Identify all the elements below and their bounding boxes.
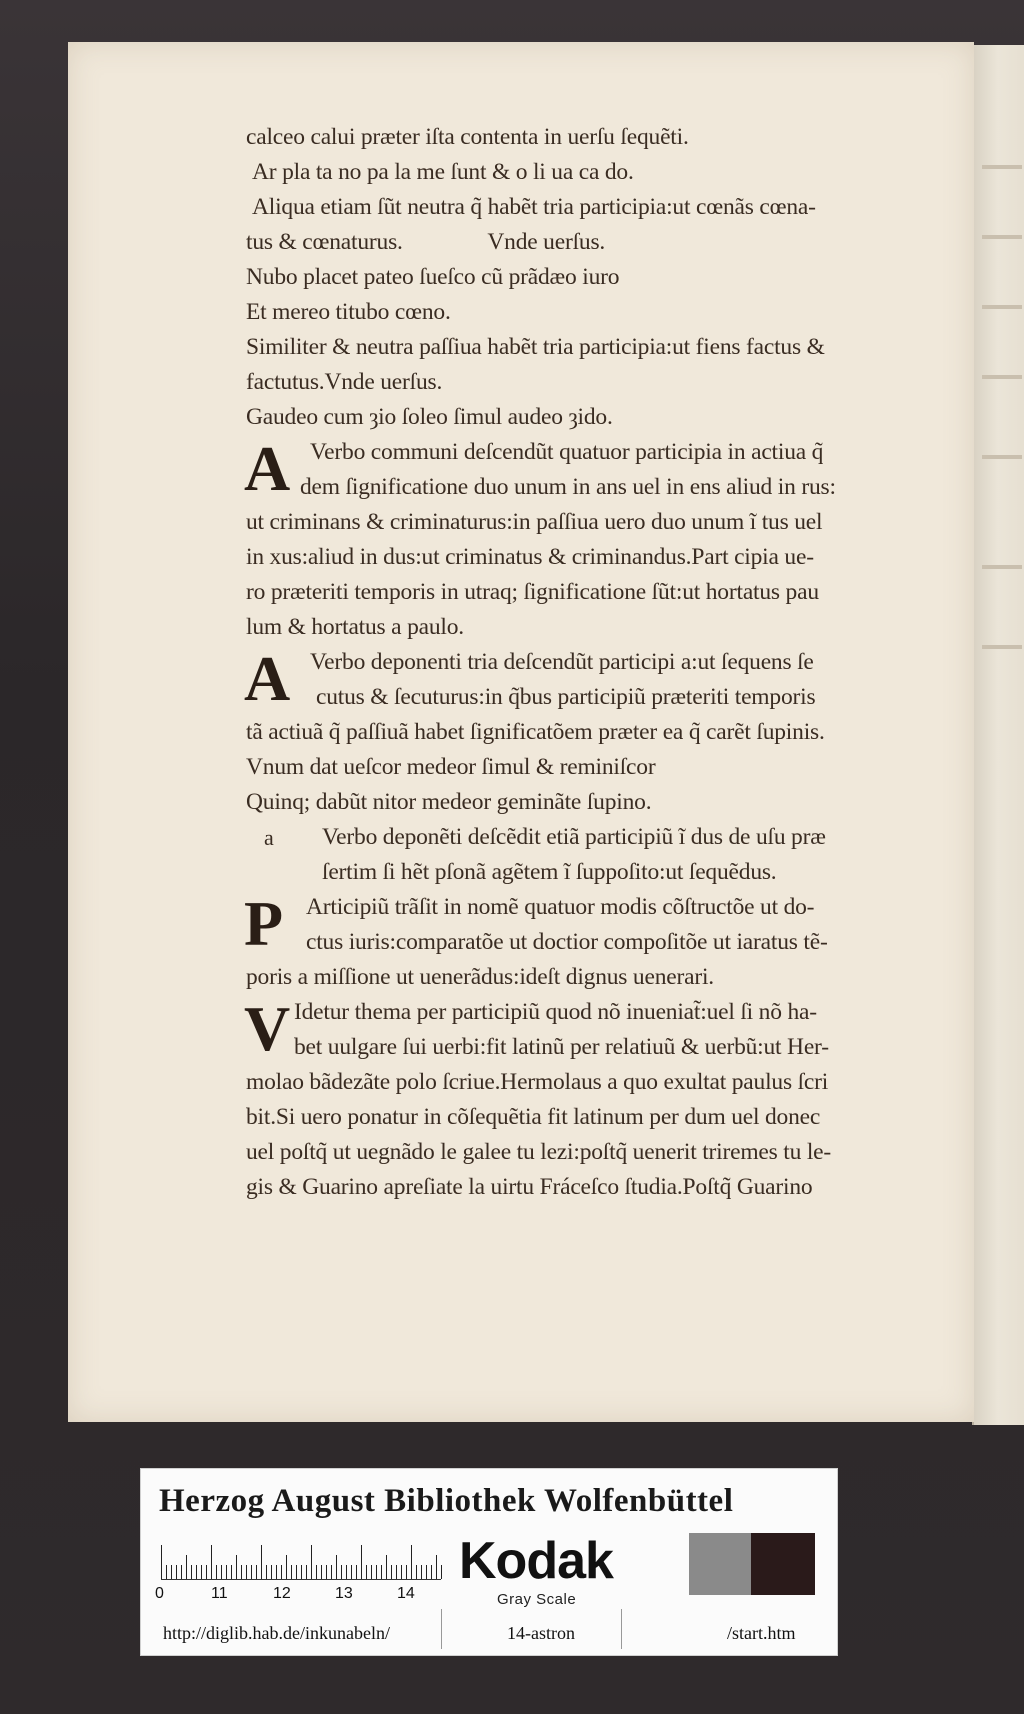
ruler-labels	[155, 1585, 445, 1607]
opening-verse-block	[246, 120, 936, 435]
ruler-tick	[416, 1565, 417, 1579]
manuscript-page	[68, 42, 974, 1422]
ruler-tick	[181, 1565, 182, 1579]
ruler-label: 14	[397, 1585, 415, 1602]
text-line: in xus:aliud in dus:ut criminatus & criminandus.Part cipia ue-	[246, 544, 814, 570]
divider	[441, 1609, 442, 1649]
ruler-tick	[301, 1565, 302, 1579]
paragraph-videtur	[246, 995, 936, 1205]
text-line: Gaudeo cum ȝio ſoleo ſimul audeo ȝido.	[246, 404, 613, 430]
ruler-tick	[261, 1545, 262, 1579]
ruler-tick	[196, 1565, 197, 1579]
kodak-logo: Kodak	[459, 1532, 613, 1590]
paragraph-deponenti-dus	[246, 820, 936, 890]
ruler-tick	[206, 1565, 207, 1579]
ruler-tick	[186, 1555, 187, 1579]
ruler-tick	[201, 1565, 202, 1579]
url-middle: 14-astron	[507, 1623, 575, 1643]
ruler-tick	[441, 1565, 442, 1579]
ruler-tick	[406, 1565, 407, 1579]
text-line: Aliqua etiam ſũt neutra q̃ habẽt tria participia:ut cœnãs cœna-	[252, 194, 816, 220]
text-line: Similiter & neutra paſſiua habẽt tria participia:ut fiens factus &	[246, 334, 825, 360]
ruler-tick	[286, 1555, 287, 1579]
ruler-tick	[226, 1565, 227, 1579]
ruler-tick	[316, 1565, 317, 1579]
ruler-tick	[386, 1555, 387, 1579]
ruler-label: 12	[273, 1585, 291, 1602]
text-line: Et mereo titubo cœno.	[246, 299, 451, 325]
text-line: tus & cœnaturus. Vnde uerſus.	[246, 229, 606, 255]
ruler-tick	[331, 1565, 332, 1579]
ruler-tick	[376, 1565, 377, 1579]
ruler-tick	[336, 1555, 337, 1579]
text-line: factutus.Vnde uerſus.	[246, 369, 443, 395]
ruler-tick	[426, 1565, 427, 1579]
text-line: ut criminans & criminaturus:in paſſiua uero duo unum ĩ tus uel	[246, 509, 823, 535]
text-line: Verbo deponenti tria deſcendũt participi a:ut ſequens ſe	[310, 649, 814, 675]
text-line: ro præteriti temporis in utraq; ſignificatione ſũt:ut hortatus pau	[246, 579, 819, 605]
marginal-letter: a	[264, 825, 274, 850]
ruler-tick	[341, 1565, 342, 1579]
ruler-tick	[321, 1565, 322, 1579]
ruler-label: 13	[335, 1585, 353, 1602]
paragraph-verbo-communi	[246, 435, 936, 645]
ruler-tick	[356, 1565, 357, 1579]
page-text	[246, 120, 936, 1205]
drop-cap: P	[244, 888, 283, 959]
ruler-tick	[256, 1565, 257, 1579]
text-line: Ar pla ta no pa la me ſunt & o li ua ca do.	[252, 159, 634, 185]
text-line: Vnum dat ueſcor medeor ſimul & reminiſcor	[246, 754, 656, 780]
text-line: Articipiũ trãſit in nomẽ quatuor modis cõſtructõe ut do-	[306, 894, 815, 920]
measurement-ruler	[161, 1541, 441, 1580]
ruler-tick	[266, 1565, 267, 1579]
ruler-tick	[401, 1565, 402, 1579]
ruler-tick	[306, 1565, 307, 1579]
text-line: uel poſtq̃ ut uegnãdo le galee tu lezi:poſtq̃ uenerit triremes tu le-	[246, 1139, 832, 1165]
ruler-tick	[216, 1565, 217, 1579]
text-line: Verbo communi deſcendũt quatuor participia in actiua q̃	[310, 439, 824, 465]
ruler-tick	[366, 1565, 367, 1579]
text-line: Verbo deponẽti deſcẽdit etiã participiũ ĩ dus de uſu præ	[322, 824, 826, 850]
ruler-tick	[241, 1565, 242, 1579]
text-line: Quinq; dabũt nitor medeor geminãte ſupino.	[246, 789, 652, 815]
ruler-tick	[246, 1565, 247, 1579]
text-line: Nubo placet pateo ſueſco cũ prãdæo iuro	[246, 264, 620, 290]
paragraph-verbo-deponenti	[246, 645, 936, 820]
url-right: /start.htm	[727, 1623, 796, 1643]
drop-cap: V	[244, 993, 291, 1064]
text-line: tã actiuã q̃ paſſiuã habet ſignificatõem præter ea q̃ carẽt ſupinis.	[246, 719, 825, 745]
ruler-tick	[326, 1565, 327, 1579]
drop-cap: A	[244, 643, 291, 714]
ruler-tick	[291, 1565, 292, 1579]
text-line: cutus & ſecuturus:in q̃bus participiũ præteriti temporis	[316, 684, 816, 710]
ruler-tick	[296, 1565, 297, 1579]
ruler-tick	[381, 1565, 382, 1579]
ruler-tick	[361, 1545, 362, 1579]
divider	[621, 1609, 622, 1649]
text-line: gis & Guarino apreſiate la uirtu Fráceſco ſtudia.Poſtq̃ Guarino	[246, 1174, 813, 1200]
ruler-tick	[411, 1545, 412, 1579]
ruler-tick	[236, 1555, 237, 1579]
text-line: molao bãdezãte polo ſcriue.Hermolaus a quo exultat paulus ſcri	[246, 1069, 829, 1095]
drop-cap: A	[244, 433, 291, 504]
ruler-tick	[346, 1565, 347, 1579]
ruler-tick	[271, 1565, 272, 1579]
ruler-tick	[211, 1545, 212, 1579]
paragraph-participium	[246, 890, 936, 995]
ruler-tick	[436, 1555, 437, 1579]
ruler-tick	[251, 1565, 252, 1579]
ruler-tick	[311, 1545, 312, 1579]
ruler-tick	[176, 1565, 177, 1579]
library-name: Herzog August Bibliothek Wolfenbüttel	[159, 1483, 734, 1519]
text-line: poris a miſſione ut uenerãdus:ideſt dignus uenerari.	[246, 964, 714, 990]
ruler-tick	[371, 1565, 372, 1579]
ruler-tick	[276, 1565, 277, 1579]
text-line: calceo calui præter iſta contenta in uerſu ſequẽti.	[246, 124, 689, 150]
ruler-tick	[431, 1565, 432, 1579]
ruler-tick	[396, 1565, 397, 1579]
ruler-label: 11	[211, 1585, 228, 1602]
ruler-tick	[231, 1565, 232, 1579]
ruler-tick	[281, 1565, 282, 1579]
ruler-tick	[166, 1565, 167, 1579]
text-line: lum & hortatus a paulo.	[246, 614, 464, 640]
ruler-tick	[221, 1565, 222, 1579]
ruler-tick	[171, 1565, 172, 1579]
ruler-tick	[161, 1545, 162, 1579]
gray-swatch-light	[689, 1533, 751, 1595]
url-left: http://diglib.hab.de/inkunabeln/	[163, 1623, 390, 1643]
gray-swatch-dark	[751, 1533, 815, 1595]
ruler-tick	[351, 1565, 352, 1579]
text-line: ctus iuris:comparatõe ut doctior compoſitõe ut iaratus tẽ-	[306, 929, 828, 955]
text-line: Idetur thema per participiũ quod nõ inueniat̃:uel ſi nõ ha-	[294, 999, 817, 1025]
text-line: ſertim ſi hẽt pſonã agẽtem ĩ ſuppoſito:ut ſequẽdus.	[322, 859, 777, 885]
facing-page-edge	[972, 45, 1024, 1425]
library-label-card	[140, 1468, 838, 1656]
text-line: bet uulgare ſui uerbi:fit latinũ per relatiuũ & uerbũ:ut Her-	[294, 1034, 829, 1060]
ruler-label: 0	[155, 1585, 164, 1602]
text-line: bit.Si uero ponatur in cõſequẽtia fit latinum per dum uel donec	[246, 1104, 821, 1130]
ruler-tick	[421, 1565, 422, 1579]
ruler-tick	[191, 1565, 192, 1579]
gray-scale-label: Gray Scale	[497, 1591, 577, 1608]
ruler-tick	[391, 1565, 392, 1579]
text-line: dem ſignificatione duo unum in ans uel in ens aliud in rus:	[300, 474, 836, 500]
